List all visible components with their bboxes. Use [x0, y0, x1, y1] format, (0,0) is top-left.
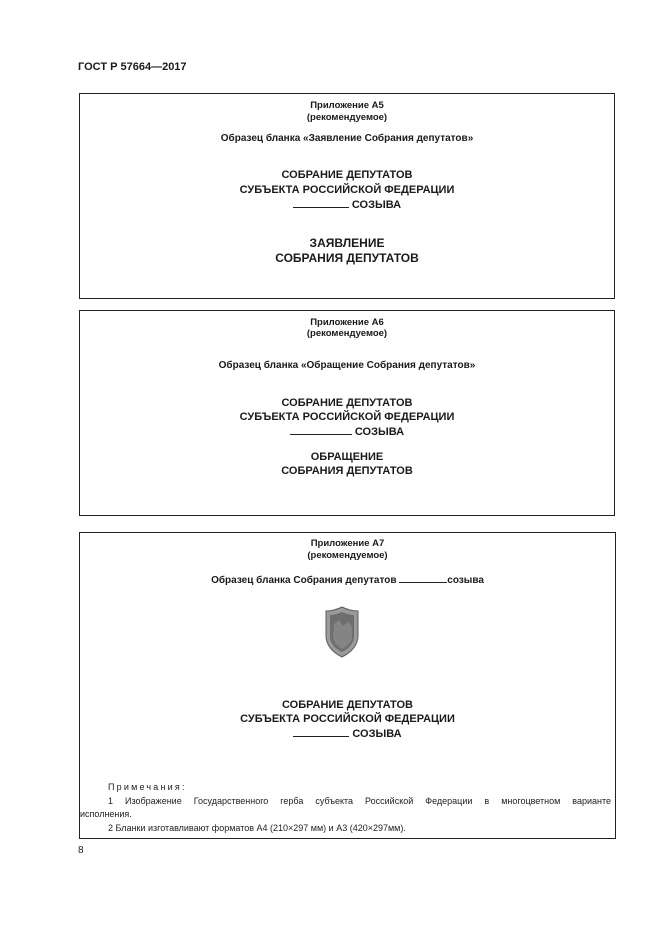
convocation-blank [293, 198, 349, 208]
appendix-a7-org-line1: СОБРАНИЕ ДЕПУТАТОВ [282, 699, 413, 711]
notes-title: Примечания: [108, 782, 187, 792]
appendix-a6-doc-line1: ОБРАЩЕНИЕ [310, 451, 384, 463]
caption-blank [399, 573, 447, 583]
appendix-a6-status: (рекомендуемое) [306, 328, 388, 339]
convocation-label: СОЗЫВА [352, 728, 402, 740]
appendix-a6-convocation-line [80, 425, 614, 438]
note-1-line2: исполнения. [80, 809, 132, 819]
appendix-a7-title: Приложение А7 [310, 538, 385, 549]
appendix-a7-caption [80, 573, 615, 586]
appendix-a5-status: (рекомендуемое) [306, 112, 388, 123]
convocation-label: СОЗЫВА [354, 426, 405, 438]
appendix-a6-title: Приложение А6 [310, 317, 384, 328]
appendix-a5-caption: Образец бланка «Заявление Собрания депутатов» [220, 133, 474, 144]
appendix-a6-doc-line2: СОБРАНИЯ ДЕПУТАТОВ [281, 465, 413, 477]
appendix-a6-frame [79, 310, 615, 516]
appendix-a7-frame [79, 532, 616, 839]
appendix-a5-title: Приложение А5 [310, 100, 384, 111]
appendix-a6-caption: Образец бланка «Обращение Собрания депутатов» [218, 360, 476, 371]
appendix-a5-doc-line2: СОБРАНИЯ ДЕПУТАТОВ [275, 251, 419, 265]
note-2: 2 Бланки изготавливают форматов А4 (210×297 мм) и А3 (420×297мм). [108, 823, 406, 833]
page-number: 8 [78, 845, 84, 856]
appendix-a5-convocation-line [80, 198, 614, 211]
appendix-a5-org-line2: СУБЪЕКТА РОССИЙСКОЙ ФЕДЕРАЦИИ [239, 184, 455, 196]
appendix-a7-org-line2: СУБЪЕКТА РОССИЙСКОЙ ФЕДЕРАЦИИ [240, 713, 455, 725]
convocation-blank [290, 425, 352, 435]
appendix-a5-org-line1: СОБРАНИЕ ДЕПУТАТОВ [281, 169, 413, 181]
convocation-blank [293, 727, 349, 737]
appendix-a5-doc-line1: ЗАЯВЛЕНИЕ [309, 236, 385, 250]
coat-of-arms-icon [325, 606, 359, 658]
appendix-a7-convocation-line [80, 727, 615, 740]
document-header: ГОСТ Р 57664—2017 [78, 61, 187, 73]
appendix-a5-frame [79, 93, 615, 299]
appendix-a6-org-line2: СУБЪЕКТА РОССИЙСКОЙ ФЕДЕРАЦИИ [239, 411, 455, 423]
appendix-a6-org-line1: СОБРАНИЕ ДЕПУТАТОВ [281, 397, 413, 409]
note-1-line1: 1 Изображение Государственного герба субъекта Российской Федерации в многоцветном варианте [108, 796, 611, 806]
appendix-a7-status: (рекомендуемое) [307, 550, 388, 561]
convocation-label: СОЗЫВА [351, 199, 402, 211]
caption-prefix: Образец бланка Собрания депутатов [211, 575, 397, 586]
caption-suffix: созыва [447, 575, 484, 586]
